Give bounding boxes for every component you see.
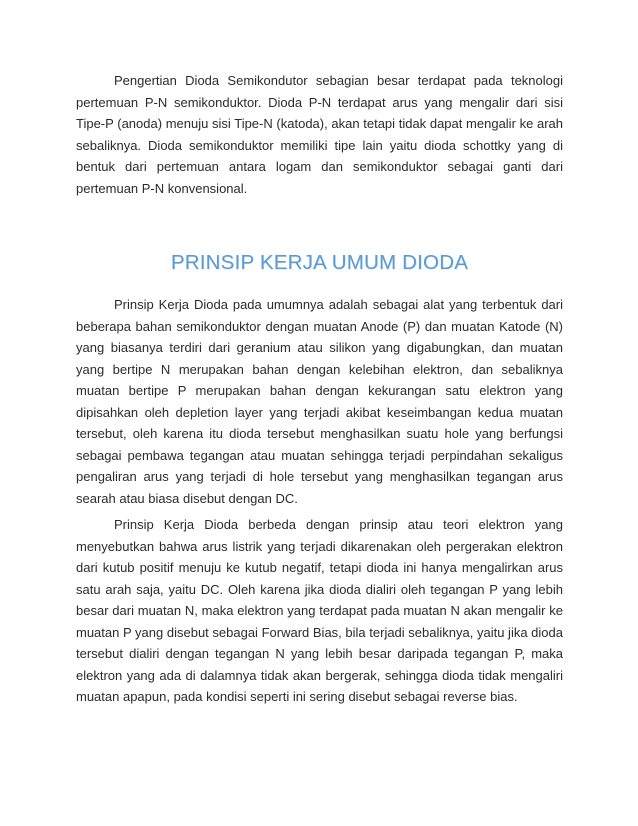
intro-paragraph: Pengertian Dioda Semikondutor sebagian besar terdapat pada teknologi pertemuan P-N semikonduktor. Dioda P-N terdapat arus yang mengalir dari sisi Tipe-P (anoda) menuju sisi Tipe-N (katoda), akan tetapi tidak dapat mengalir ke arah sebaliknya. Dioda semikonduktor memiliki tipe lain yaitu dioda schottky yang di bentuk dari pertemuan antara logam dan semikonduktor sebagai ganti dari pertemuan P-N konvensional. bbox=[76, 73, 563, 196]
body-paragraph-2: Prinsip Kerja Dioda berbeda dengan prinsip atau teori elektron yang menyebutkan bahwa arus listrik yang terjadi dikarenakan oleh pergerakan elektron dari kutub positif menuju ke kutub negatif, tetapi dioda ini hanya mengalirkan arus satu arah saja, yaitu DC. Oleh karena jika dioda dialiri oleh tegangan P yang lebih besar dari muatan N, maka elektron yang terdapat pada muatan N akan mengalir ke muatan P yang disebut sebagai Forward Bias, bila terjadi sebaliknya, yaitu jika dioda tersebut dialiri dengan tegangan N yang lebih besar daripada tegangan P, maka elektron yang ada di dalamnya tidak akan bergerak, sehingga dioda tidak mengaliri muatan apapun, pada kondisi seperti ini sering disebut sebagai reverse bias. bbox=[76, 517, 563, 704]
body-paragraph-1: Prinsip Kerja Dioda pada umumnya adalah sebagai alat yang terbentuk dari beberapa bahan semikonduktor dengan muatan Anode (P) dan muatan Katode (N) yang biasanya terdiri dari geranium atau silikon yang digabungkan, dan muatan yang bertipe N merupakan bahan dengan kelebihan elektron, dan sebaliknya muatan bertipe P merupakan bahan dengan kekurangan satu elektron yang dipisahkan oleh depletion layer yang terjadi akibat keseimbangan kedua muatan tersebut, oleh karena itu dioda tersebut menghasilkan suatu hole yang berfungsi sebagai pembawa tegangan atau muatan sehingga terjadi perpindahan sekaligus pengaliran arus yang terjadi di hole tersebut yang menghasilkan tegangan arus searah atau biasa disebut dengan DC. bbox=[76, 297, 563, 506]
section-heading: PRINSIP KERJA UMUM DIODA bbox=[170, 251, 469, 274]
document-body bbox=[76, 70, 563, 708]
